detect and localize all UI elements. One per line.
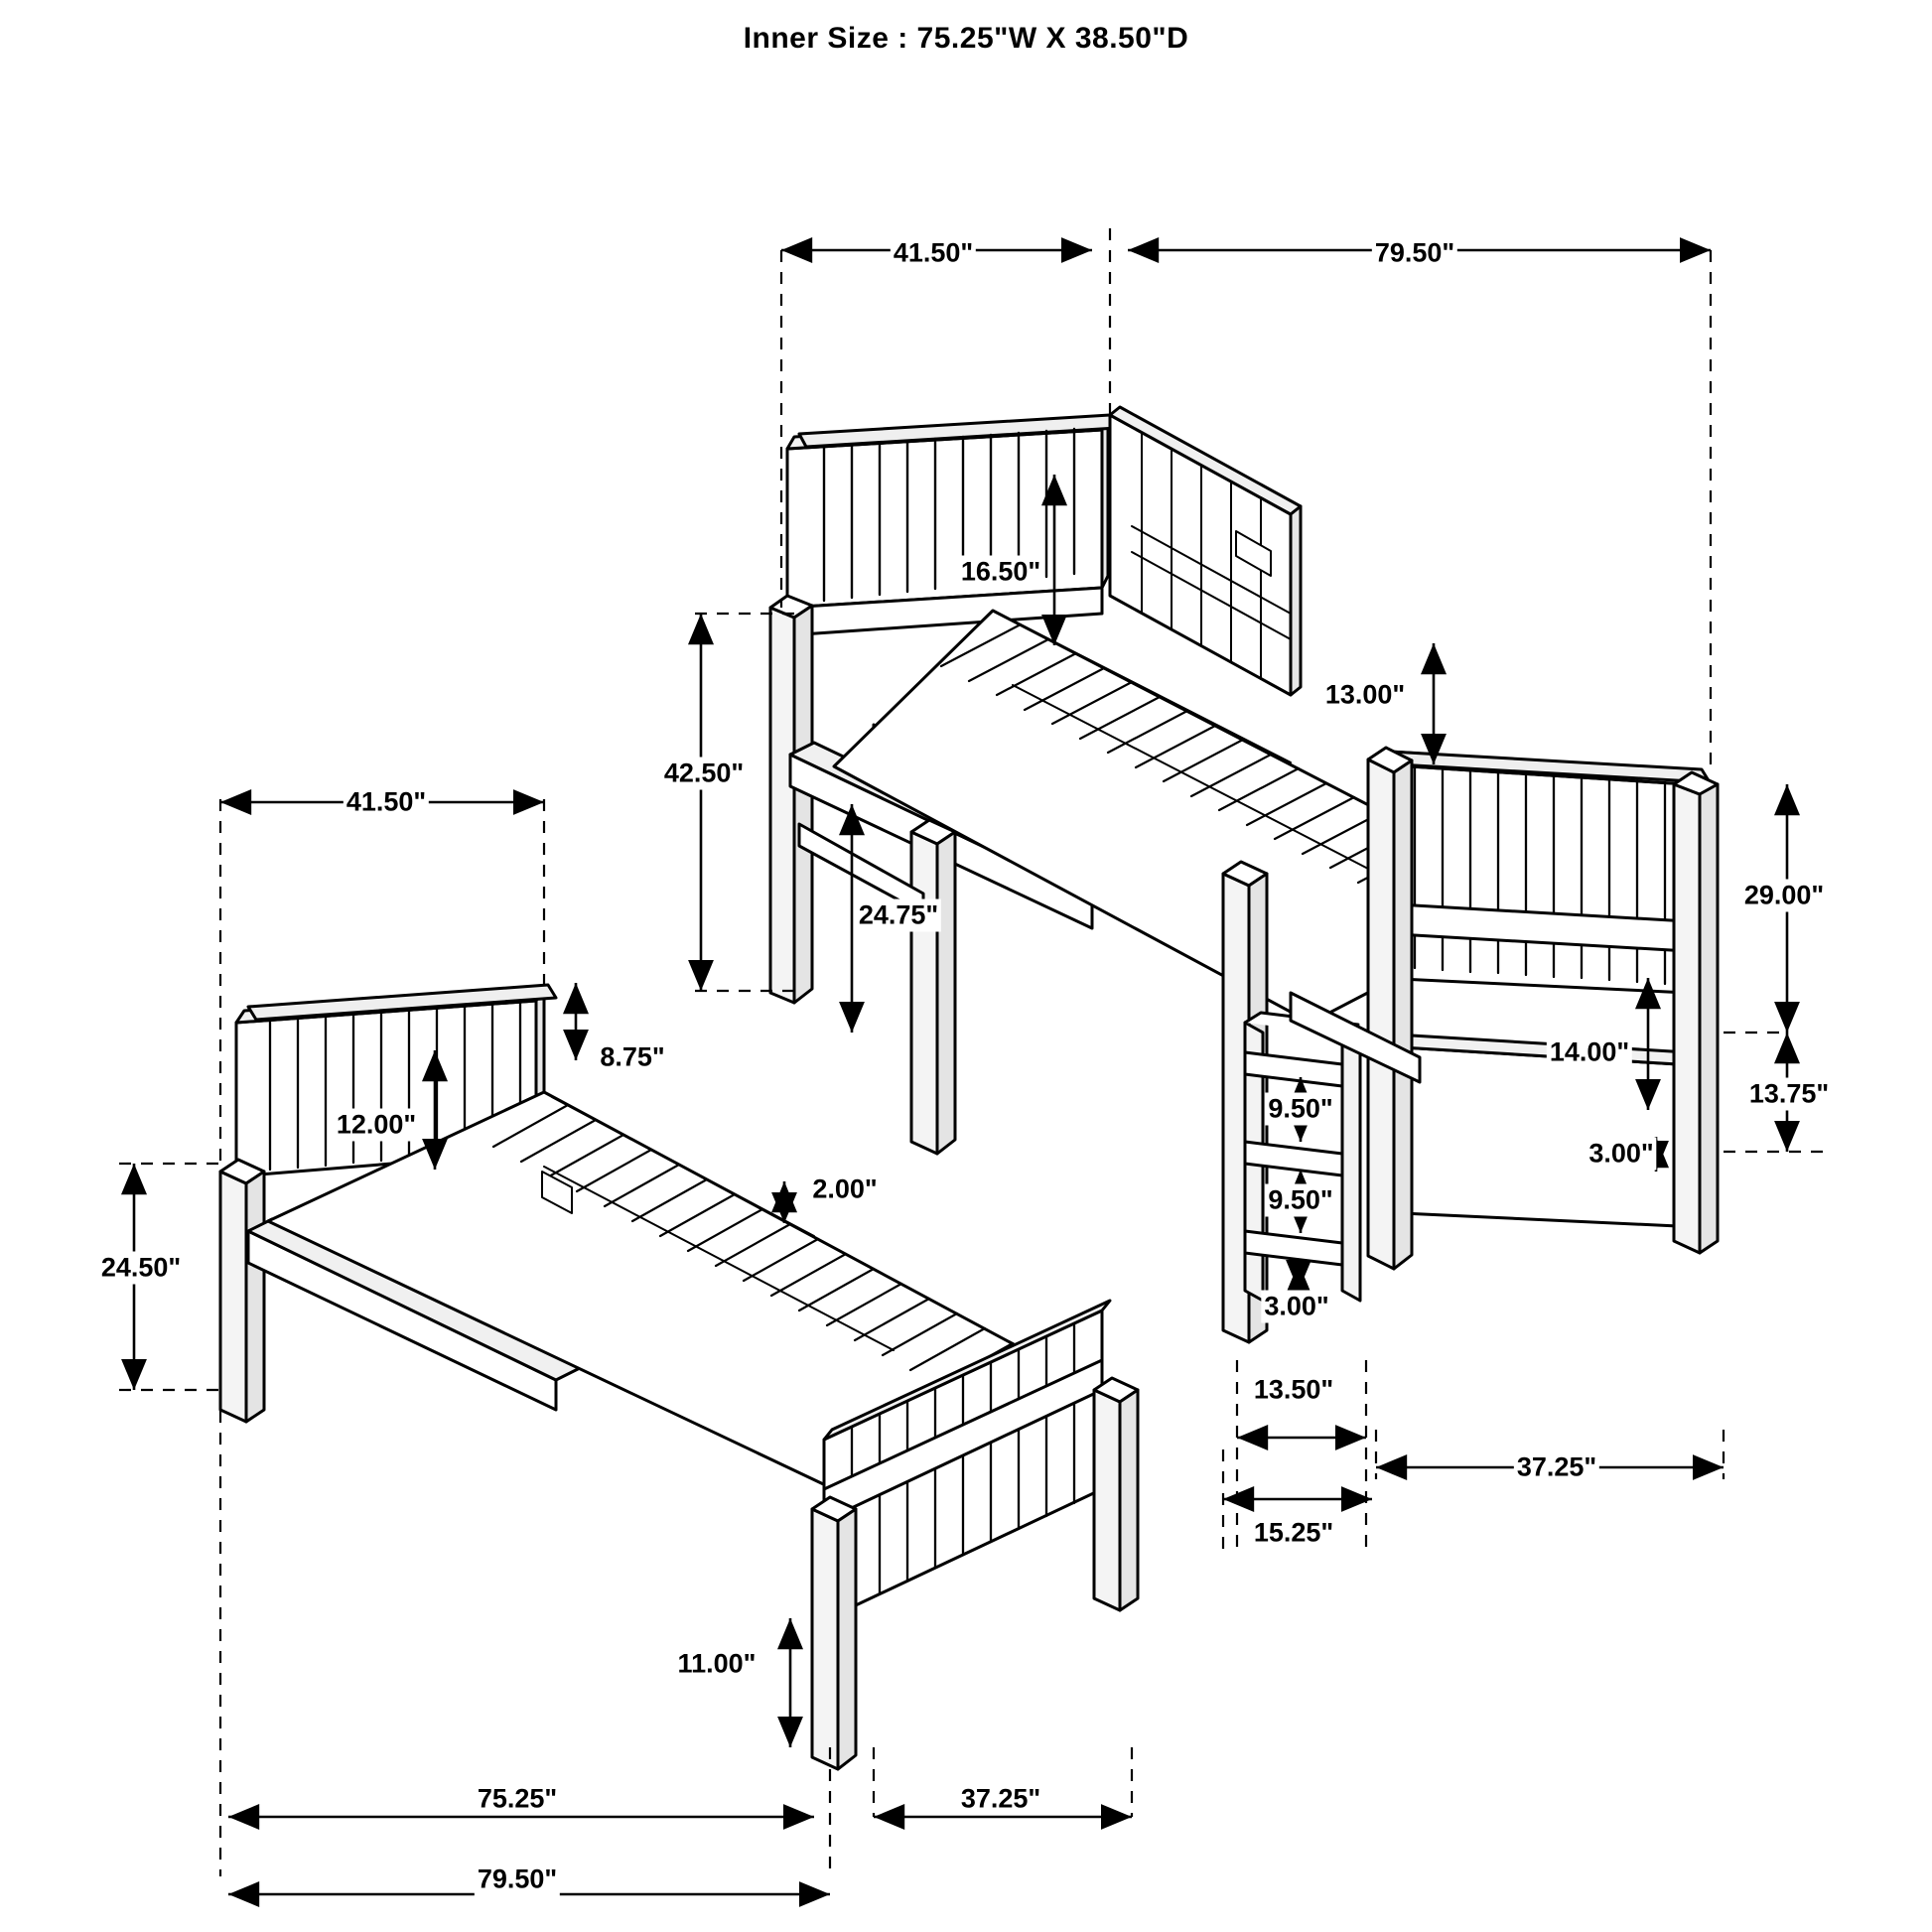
- page-title: Inner Size : 75.25"W X 38.50"D: [743, 22, 1189, 55]
- dimension-label-lower-bed-height: 24.50": [98, 1252, 184, 1285]
- dimension-label-right-depth: 37.25": [1514, 1451, 1599, 1484]
- dimension-label-lower-bed-width: 41.50": [344, 786, 429, 819]
- dimension-label-ladder-rung-lower: 9.50": [1265, 1184, 1335, 1217]
- dimension-label-lower-right-height: 13.75": [1746, 1078, 1832, 1111]
- dimension-label-ladder-bottom: 3.00": [1261, 1291, 1331, 1323]
- dimension-label-leg-height: 11.00": [675, 1648, 759, 1681]
- dimension-label-top-left-width: 41.50": [891, 237, 976, 270]
- dimension-label-bottom-inner-width: 75.25": [475, 1783, 560, 1816]
- dimension-label-slat-thickness: 2.00": [809, 1173, 880, 1206]
- dimension-label-ladder-outer-width: 15.25": [1251, 1517, 1336, 1550]
- dimension-label-ladder-width: 13.50": [1251, 1374, 1336, 1407]
- dimension-label-rail-height: 12.00": [334, 1109, 419, 1142]
- dimension-label-bottom-total-width: 79.50": [475, 1863, 560, 1896]
- dimension-label-slat-to-rail: 13.00": [1322, 679, 1408, 712]
- dimension-label-top-right-width: 79.50": [1372, 237, 1457, 270]
- dimension-label-rail-top-offset: 8.75": [597, 1041, 667, 1074]
- dimension-label-headboard-height: 14.00": [1547, 1036, 1632, 1069]
- dimension-label-right-post-height: 29.00": [1741, 880, 1827, 912]
- dimension-label-footboard-gap: 3.00": [1586, 1138, 1656, 1171]
- dimension-label-ladder-rung-upper: 9.50": [1265, 1093, 1335, 1126]
- dimension-label-upper-rail-height: 16.50": [958, 556, 1043, 589]
- dimension-label-bottom-depth: 37.25": [958, 1783, 1043, 1816]
- dimension-label-loft-total-height: 42.50": [661, 758, 747, 790]
- dimension-label-under-clearance: 24.75": [856, 899, 941, 932]
